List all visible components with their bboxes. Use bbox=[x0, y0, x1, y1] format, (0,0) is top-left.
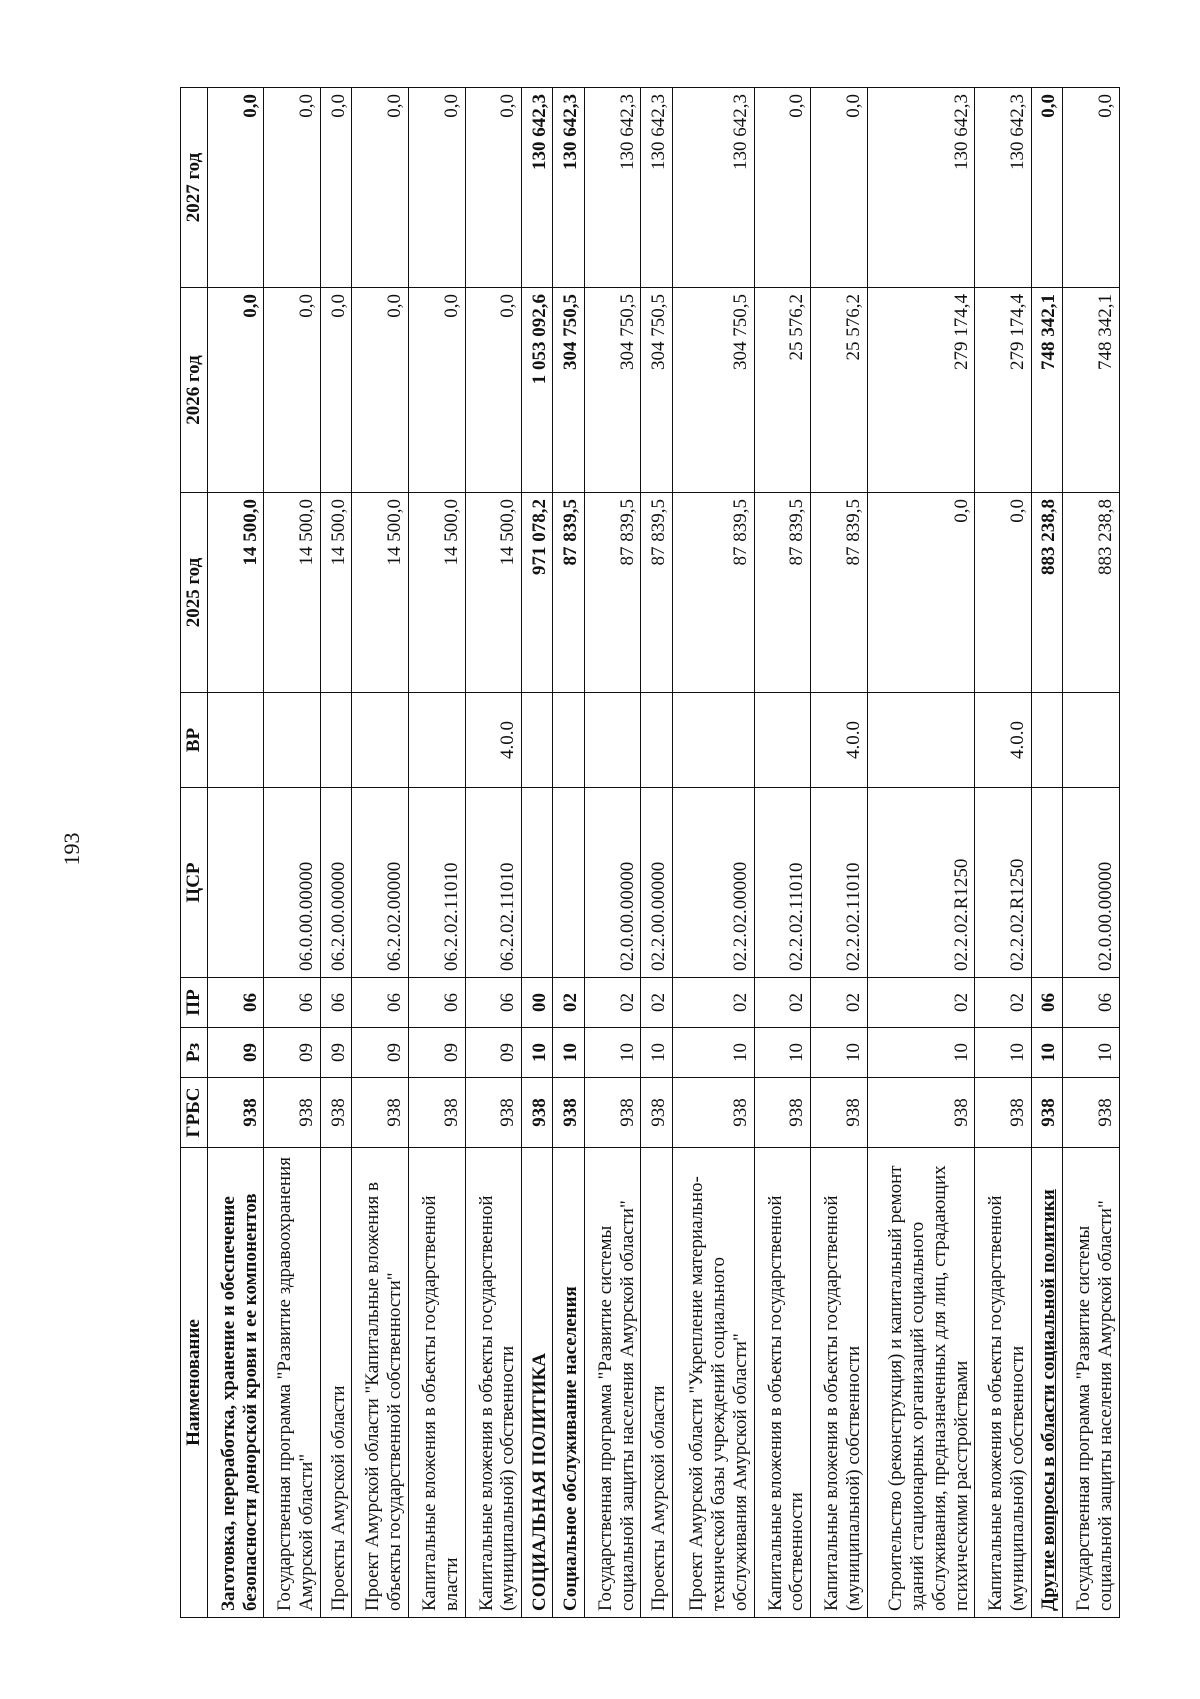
cell-year-2025: 14 500,0 bbox=[352, 493, 409, 693]
cell-name: Государственная программа "Развитие здравоохранения Амурской области" bbox=[264, 1148, 321, 1618]
cell-name: Социальное обслуживание населения bbox=[553, 1148, 584, 1618]
table-row bbox=[465, 88, 522, 1618]
cell-grbs: 938 bbox=[321, 1078, 352, 1148]
cell-year-2027: 130 642,3 bbox=[672, 88, 754, 288]
cell-grbs: 938 bbox=[975, 1078, 1032, 1148]
cell-year-2027: 0,0 bbox=[465, 88, 522, 288]
cell-csr: 02.0.00.00000 bbox=[584, 788, 641, 978]
cell-vr bbox=[1032, 693, 1063, 788]
table-row bbox=[641, 88, 672, 1618]
cell-pr: 06 bbox=[321, 978, 352, 1028]
cell-year-2027: 0,0 bbox=[352, 88, 409, 288]
cell-year-2027: 130 642,3 bbox=[584, 88, 641, 288]
cell-year-2025: 0,0 bbox=[975, 493, 1032, 693]
cell-grbs: 938 bbox=[867, 1078, 974, 1148]
table-row bbox=[1032, 88, 1063, 1618]
cell-pr: 06 bbox=[264, 978, 321, 1028]
table-row bbox=[867, 88, 974, 1618]
table-row bbox=[522, 88, 553, 1618]
cell-rz: 10 bbox=[975, 1028, 1032, 1078]
cell-name: СОЦИАЛЬНАЯ ПОЛИТИКА bbox=[522, 1148, 553, 1618]
cell-year-2025: 14 500,0 bbox=[465, 493, 522, 693]
cell-pr: 02 bbox=[672, 978, 754, 1028]
cell-vr bbox=[264, 693, 321, 788]
table-row bbox=[207, 88, 264, 1618]
cell-rz: 09 bbox=[207, 1028, 264, 1078]
cell-vr bbox=[641, 693, 672, 788]
cell-rz: 10 bbox=[584, 1028, 641, 1078]
cell-rz: 10 bbox=[754, 1028, 811, 1078]
cell-csr bbox=[553, 788, 584, 978]
cell-vr bbox=[408, 693, 465, 788]
cell-csr: 06.2.02.11010 bbox=[465, 788, 522, 978]
table-row bbox=[975, 88, 1032, 1618]
cell-year-2027: 130 642,3 bbox=[553, 88, 584, 288]
cell-vr bbox=[1063, 693, 1120, 788]
cell-year-2025: 87 839,5 bbox=[641, 493, 672, 693]
cell-grbs: 938 bbox=[408, 1078, 465, 1148]
cell-vr bbox=[584, 693, 641, 788]
cell-vr bbox=[553, 693, 584, 788]
cell-pr: 02 bbox=[641, 978, 672, 1028]
cell-year-2025: 14 500,0 bbox=[264, 493, 321, 693]
page-number: 193 bbox=[59, 832, 84, 866]
cell-year-2026: 25 576,2 bbox=[754, 288, 811, 493]
cell-year-2027: 130 642,3 bbox=[975, 88, 1032, 288]
cell-pr: 02 bbox=[553, 978, 584, 1028]
cell-grbs: 938 bbox=[522, 1078, 553, 1148]
cell-name: Проект Амурской области "Укрепление материально-технической базы учреждений социального обслуживания Амурской области" bbox=[672, 1148, 754, 1618]
table-row bbox=[264, 88, 321, 1618]
cell-grbs: 938 bbox=[465, 1078, 522, 1148]
cell-name: Проекты Амурской области bbox=[321, 1148, 352, 1618]
cell-grbs: 938 bbox=[1063, 1078, 1120, 1148]
cell-year-2026: 0,0 bbox=[264, 288, 321, 493]
cell-year-2026: 304 750,5 bbox=[553, 288, 584, 493]
cell-rz: 09 bbox=[408, 1028, 465, 1078]
cell-vr: 4.0.0 bbox=[975, 693, 1032, 788]
cell-pr: 06 bbox=[408, 978, 465, 1028]
table-body bbox=[207, 88, 1119, 1618]
table-row bbox=[754, 88, 811, 1618]
cell-rz: 09 bbox=[321, 1028, 352, 1078]
cell-vr: 4.0.0 bbox=[465, 693, 522, 788]
cell-pr: 06 bbox=[1032, 978, 1063, 1028]
table-row bbox=[584, 88, 641, 1618]
cell-vr bbox=[672, 693, 754, 788]
cell-year-2027: 0,0 bbox=[207, 88, 264, 288]
cell-pr: 02 bbox=[584, 978, 641, 1028]
cell-csr: 06.2.00.00000 bbox=[321, 788, 352, 978]
cell-year-2026: 304 750,5 bbox=[584, 288, 641, 493]
table-row bbox=[321, 88, 352, 1618]
cell-year-2027: 0,0 bbox=[1063, 88, 1120, 288]
cell-csr: 02.2.00.00000 bbox=[641, 788, 672, 978]
cell-name: Капитальные вложения в объекты государственной (муниципальной) собственности bbox=[465, 1148, 522, 1618]
cell-csr: 02.2.02.R1250 bbox=[975, 788, 1032, 978]
table-row bbox=[408, 88, 465, 1618]
cell-year-2027: 0,0 bbox=[408, 88, 465, 288]
cell-year-2027: 130 642,3 bbox=[867, 88, 974, 288]
cell-csr: 02.2.02.00000 bbox=[672, 788, 754, 978]
cell-pr: 06 bbox=[207, 978, 264, 1028]
cell-year-2026: 748 342,1 bbox=[1063, 288, 1120, 493]
cell-year-2027: 130 642,3 bbox=[522, 88, 553, 288]
cell-pr: 06 bbox=[465, 978, 522, 1028]
header-row bbox=[181, 88, 208, 1618]
cell-year-2026: 279 174,4 bbox=[867, 288, 974, 493]
cell-rz: 09 bbox=[465, 1028, 522, 1078]
cell-year-2025: 883 238,8 bbox=[1063, 493, 1120, 693]
cell-year-2027: 0,0 bbox=[754, 88, 811, 288]
cell-year-2025: 87 839,5 bbox=[672, 493, 754, 693]
cell-name: Капитальные вложения в объекты государственной (муниципальной) собственности bbox=[975, 1148, 1032, 1618]
cell-year-2025: 87 839,5 bbox=[553, 493, 584, 693]
cell-year-2026: 0,0 bbox=[207, 288, 264, 493]
cell-grbs: 938 bbox=[754, 1078, 811, 1148]
cell-rz: 10 bbox=[522, 1028, 553, 1078]
header-2027: 2027 год bbox=[181, 88, 208, 288]
cell-grbs: 938 bbox=[1032, 1078, 1063, 1148]
table-row bbox=[352, 88, 409, 1618]
cell-year-2027: 0,0 bbox=[321, 88, 352, 288]
cell-pr: 02 bbox=[754, 978, 811, 1028]
header-2026: 2026 год bbox=[181, 288, 208, 493]
cell-year-2026: 304 750,5 bbox=[672, 288, 754, 493]
cell-vr bbox=[207, 693, 264, 788]
cell-grbs: 938 bbox=[207, 1078, 264, 1148]
cell-year-2027: 0,0 bbox=[811, 88, 868, 288]
cell-csr: 02.2.02.R1250 bbox=[867, 788, 974, 978]
cell-rz: 10 bbox=[811, 1028, 868, 1078]
header-name: Наименование bbox=[181, 1148, 208, 1618]
cell-rz: 10 bbox=[867, 1028, 974, 1078]
cell-name: Капитальные вложения в объекты государственной (муниципальной) собственности bbox=[811, 1148, 868, 1618]
cell-year-2025: 883 238,8 bbox=[1032, 493, 1063, 693]
cell-csr: 02.0.00.00000 bbox=[1063, 788, 1120, 978]
cell-year-2025: 87 839,5 bbox=[584, 493, 641, 693]
cell-name: Капитальные вложения в объекты государственной власти bbox=[408, 1148, 465, 1618]
cell-vr bbox=[321, 693, 352, 788]
cell-name: Капитальные вложения в объекты государственной собственности bbox=[754, 1148, 811, 1618]
cell-year-2026: 0,0 bbox=[352, 288, 409, 493]
cell-name: Другие вопросы в области социальной политики bbox=[1032, 1148, 1063, 1618]
cell-csr: 02.2.02.11010 bbox=[811, 788, 868, 978]
cell-rz: 10 bbox=[1032, 1028, 1063, 1078]
cell-year-2026: 25 576,2 bbox=[811, 288, 868, 493]
header-2025: 2025 год bbox=[181, 493, 208, 693]
cell-vr bbox=[754, 693, 811, 788]
cell-name: Строительство (реконструкция) и капитальный ремонт зданий стационарных организаций социального обслуживания, предназначенных для лиц, страдающих психическими расстройствами bbox=[867, 1148, 974, 1618]
cell-pr: 06 bbox=[352, 978, 409, 1028]
cell-year-2025: 14 500,0 bbox=[321, 493, 352, 693]
table-row bbox=[553, 88, 584, 1618]
cell-vr bbox=[522, 693, 553, 788]
cell-pr: 02 bbox=[811, 978, 868, 1028]
cell-year-2025: 87 839,5 bbox=[754, 493, 811, 693]
cell-name: Проекты Амурской области bbox=[641, 1148, 672, 1618]
cell-year-2027: 0,0 bbox=[264, 88, 321, 288]
cell-year-2027: 0,0 bbox=[1032, 88, 1063, 288]
cell-csr bbox=[1032, 788, 1063, 978]
cell-year-2026: 748 342,1 bbox=[1032, 288, 1063, 493]
cell-year-2026: 0,0 bbox=[408, 288, 465, 493]
header-vr: ВР bbox=[181, 693, 208, 788]
rotated-table-container bbox=[180, 88, 1120, 1618]
cell-rz: 10 bbox=[641, 1028, 672, 1078]
cell-year-2025: 971 078,2 bbox=[522, 493, 553, 693]
cell-name: Государственная программа "Развитие системы социальной защиты населения Амурской области" bbox=[1063, 1148, 1120, 1618]
cell-year-2026: 304 750,5 bbox=[641, 288, 672, 493]
cell-rz: 10 bbox=[672, 1028, 754, 1078]
cell-vr: 4.0.0 bbox=[811, 693, 868, 788]
cell-rz: 10 bbox=[1063, 1028, 1120, 1078]
cell-rz: 10 bbox=[553, 1028, 584, 1078]
cell-name: Заготовка, переработка, хранение и обеспечение безопасности донорской крови и ее компонентов bbox=[207, 1148, 264, 1618]
cell-csr: 02.2.02.11010 bbox=[754, 788, 811, 978]
cell-name: Проект Амурской области "Капитальные вложения в объекты государственной собственности" bbox=[352, 1148, 409, 1618]
cell-csr: 06.2.02.00000 bbox=[352, 788, 409, 978]
cell-pr: 06 bbox=[1063, 978, 1120, 1028]
table-row bbox=[1063, 88, 1120, 1618]
cell-year-2025: 14 500,0 bbox=[207, 493, 264, 693]
cell-year-2025: 87 839,5 bbox=[811, 493, 868, 693]
cell-name: Государственная программа "Развитие системы социальной защиты населения Амурской области" bbox=[584, 1148, 641, 1618]
cell-grbs: 938 bbox=[352, 1078, 409, 1148]
header-rz: Рз bbox=[181, 1028, 208, 1078]
table-row bbox=[672, 88, 754, 1618]
cell-rz: 09 bbox=[352, 1028, 409, 1078]
header-csr: ЦСР bbox=[181, 788, 208, 978]
budget-table bbox=[180, 87, 1120, 1618]
header-pr: ПР bbox=[181, 978, 208, 1028]
cell-csr: 06.0.00.00000 bbox=[264, 788, 321, 978]
header-grbs: ГРБС bbox=[181, 1078, 208, 1148]
cell-grbs: 938 bbox=[553, 1078, 584, 1148]
cell-grbs: 938 bbox=[811, 1078, 868, 1148]
cell-grbs: 938 bbox=[584, 1078, 641, 1148]
cell-csr bbox=[207, 788, 264, 978]
cell-csr: 06.2.02.11010 bbox=[408, 788, 465, 978]
cell-year-2026: 0,0 bbox=[465, 288, 522, 493]
cell-pr: 02 bbox=[975, 978, 1032, 1028]
cell-year-2026: 279 174,4 bbox=[975, 288, 1032, 493]
cell-year-2025: 14 500,0 bbox=[408, 493, 465, 693]
cell-grbs: 938 bbox=[672, 1078, 754, 1148]
cell-year-2026: 1 053 092,6 bbox=[522, 288, 553, 493]
cell-vr bbox=[867, 693, 974, 788]
cell-grbs: 938 bbox=[264, 1078, 321, 1148]
cell-rz: 09 bbox=[264, 1028, 321, 1078]
cell-year-2025: 0,0 bbox=[867, 493, 974, 693]
cell-pr: 00 bbox=[522, 978, 553, 1028]
cell-pr: 02 bbox=[867, 978, 974, 1028]
cell-year-2027: 130 642,3 bbox=[641, 88, 672, 288]
cell-csr bbox=[522, 788, 553, 978]
cell-year-2026: 0,0 bbox=[321, 288, 352, 493]
cell-grbs: 938 bbox=[641, 1078, 672, 1148]
table-row bbox=[811, 88, 868, 1618]
cell-vr bbox=[352, 693, 409, 788]
